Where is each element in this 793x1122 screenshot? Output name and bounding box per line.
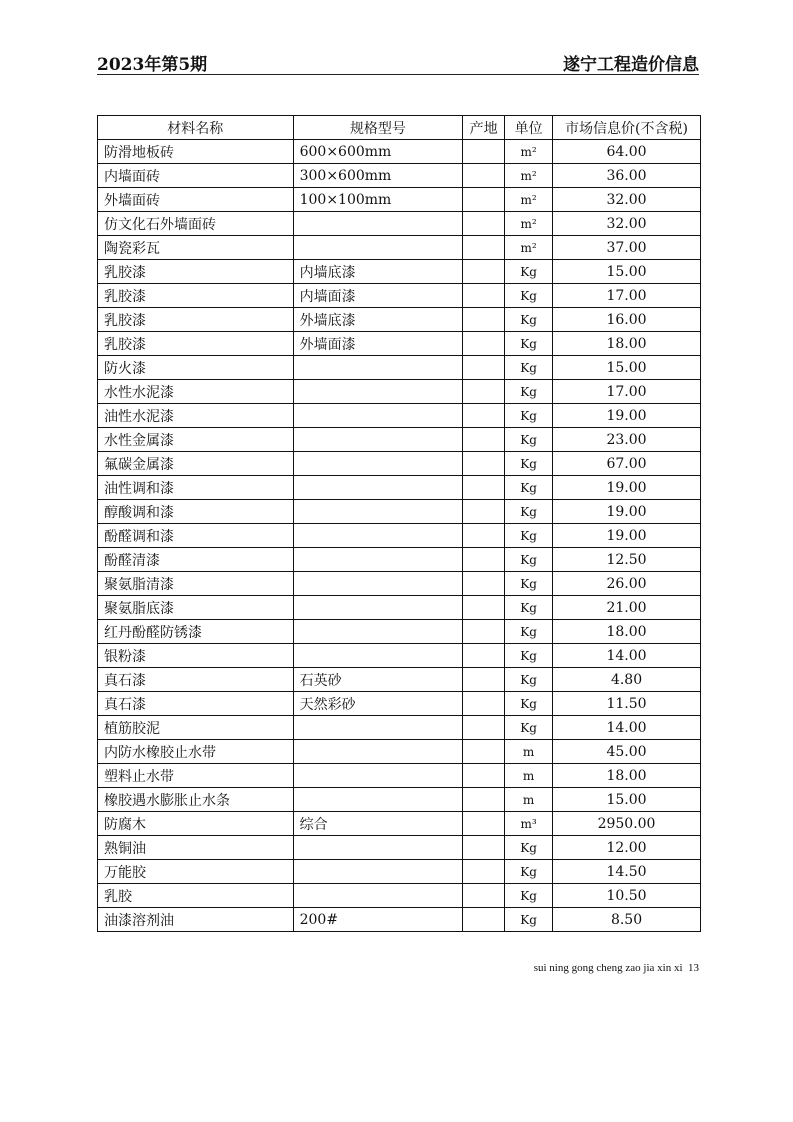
price-cell: 36.00 [553, 164, 701, 188]
material-name-cell: 油漆溶剂油 [98, 908, 294, 932]
unit-cell: Kg [505, 692, 553, 716]
unit-cell: Kg [505, 428, 553, 452]
material-name-cell: 陶瓷彩瓦 [98, 236, 294, 260]
material-price-table [97, 115, 701, 932]
column-header-name: 材料名称 [98, 116, 294, 140]
unit-cell: m [505, 740, 553, 764]
price-cell: 12.50 [553, 548, 701, 572]
material-name-cell: 乳胶漆 [98, 260, 294, 284]
spec-cell [293, 404, 463, 428]
unit-cell: Kg [505, 260, 553, 284]
price-cell: 19.00 [553, 404, 701, 428]
spec-cell [293, 524, 463, 548]
column-header-unit: 单位 [505, 116, 553, 140]
price-cell: 23.00 [553, 428, 701, 452]
table-row [98, 884, 701, 908]
material-name-cell: 水性水泥漆 [98, 380, 294, 404]
unit-cell: Kg [505, 620, 553, 644]
spec-cell: 石英砂 [293, 668, 463, 692]
origin-cell [463, 404, 505, 428]
unit-cell: Kg [505, 596, 553, 620]
spec-cell [293, 212, 463, 236]
spec-cell [293, 236, 463, 260]
table-row [98, 764, 701, 788]
table-row [98, 860, 701, 884]
table-row [98, 908, 701, 932]
unit-cell: m³ [505, 812, 553, 836]
unit-cell: m² [505, 188, 553, 212]
material-name-cell: 仿文化石外墙面砖 [98, 212, 294, 236]
table-row [98, 236, 701, 260]
origin-cell [463, 860, 505, 884]
spec-cell [293, 476, 463, 500]
price-cell: 15.00 [553, 788, 701, 812]
spec-cell: 600×600mm [293, 140, 463, 164]
table-row [98, 812, 701, 836]
material-name-cell: 植筋胶泥 [98, 716, 294, 740]
unit-cell: m [505, 788, 553, 812]
unit-cell: Kg [505, 836, 553, 860]
column-header-price: 市场信息价(不含税) [553, 116, 701, 140]
origin-cell [463, 764, 505, 788]
spec-cell [293, 572, 463, 596]
table-row [98, 284, 701, 308]
origin-cell [463, 692, 505, 716]
unit-cell: m² [505, 212, 553, 236]
table-row [98, 716, 701, 740]
table-row [98, 740, 701, 764]
price-cell: 18.00 [553, 764, 701, 788]
origin-cell [463, 356, 505, 380]
unit-cell: Kg [505, 284, 553, 308]
price-cell: 19.00 [553, 524, 701, 548]
origin-cell [463, 884, 505, 908]
table-row [98, 548, 701, 572]
origin-cell [463, 236, 505, 260]
footer-pinyin: sui ning gong cheng zao jia xin xi [533, 962, 683, 974]
origin-cell [463, 812, 505, 836]
price-cell: 45.00 [553, 740, 701, 764]
price-cell: 19.00 [553, 476, 701, 500]
table-row [98, 164, 701, 188]
material-name-cell: 外墙面砖 [98, 188, 294, 212]
page-footer [534, 962, 699, 974]
unit-cell: Kg [505, 644, 553, 668]
column-header-origin: 产地 [463, 116, 505, 140]
material-name-cell: 酚醛调和漆 [98, 524, 294, 548]
material-name-cell: 油性调和漆 [98, 476, 294, 500]
spec-cell [293, 356, 463, 380]
unit-cell: Kg [505, 380, 553, 404]
spec-cell [293, 620, 463, 644]
spec-cell [293, 596, 463, 620]
origin-cell [463, 308, 505, 332]
origin-cell [463, 740, 505, 764]
unit-cell: Kg [505, 716, 553, 740]
unit-cell: Kg [505, 404, 553, 428]
table-row [98, 500, 701, 524]
origin-cell [463, 596, 505, 620]
unit-cell: Kg [505, 668, 553, 692]
table-row [98, 524, 701, 548]
table-row [98, 644, 701, 668]
origin-cell [463, 284, 505, 308]
unit-cell: m [505, 764, 553, 788]
material-name-cell: 真石漆 [98, 692, 294, 716]
origin-cell [463, 668, 505, 692]
table-row [98, 188, 701, 212]
table-row [98, 788, 701, 812]
origin-cell [463, 548, 505, 572]
unit-cell: m² [505, 236, 553, 260]
origin-cell [463, 476, 505, 500]
origin-cell [463, 332, 505, 356]
spec-cell [293, 884, 463, 908]
spec-cell [293, 716, 463, 740]
spec-cell [293, 860, 463, 884]
spec-cell [293, 836, 463, 860]
unit-cell: Kg [505, 860, 553, 884]
table-row [98, 140, 701, 164]
table-row [98, 572, 701, 596]
price-cell: 64.00 [553, 140, 701, 164]
spec-cell: 200# [293, 908, 463, 932]
unit-cell: Kg [505, 908, 553, 932]
table-row [98, 452, 701, 476]
material-name-cell: 乳胶 [98, 884, 294, 908]
material-name-cell: 酚醛清漆 [98, 548, 294, 572]
price-cell: 4.80 [553, 668, 701, 692]
price-cell: 14.50 [553, 860, 701, 884]
spec-cell [293, 548, 463, 572]
price-cell: 32.00 [553, 212, 701, 236]
table-header-row [98, 116, 701, 140]
price-cell: 8.50 [553, 908, 701, 932]
spec-cell: 天然彩砂 [293, 692, 463, 716]
price-cell: 67.00 [553, 452, 701, 476]
spec-cell: 综合 [293, 812, 463, 836]
price-cell: 15.00 [553, 260, 701, 284]
price-cell: 21.00 [553, 596, 701, 620]
price-cell: 17.00 [553, 284, 701, 308]
spec-cell: 100×100mm [293, 188, 463, 212]
origin-cell [463, 212, 505, 236]
material-name-cell: 内防水橡胶止水带 [98, 740, 294, 764]
price-cell: 16.00 [553, 308, 701, 332]
origin-cell [463, 644, 505, 668]
table-row [98, 212, 701, 236]
origin-cell [463, 164, 505, 188]
price-cell: 14.00 [553, 716, 701, 740]
spec-cell: 内墙底漆 [293, 260, 463, 284]
price-cell: 11.50 [553, 692, 701, 716]
material-name-cell: 醇酸调和漆 [98, 500, 294, 524]
origin-cell [463, 260, 505, 284]
spec-cell: 300×600mm [293, 164, 463, 188]
spec-cell [293, 740, 463, 764]
origin-cell [463, 452, 505, 476]
price-cell: 26.00 [553, 572, 701, 596]
material-name-cell: 防腐木 [98, 812, 294, 836]
page-header [97, 48, 699, 75]
table-row [98, 260, 701, 284]
material-name-cell: 乳胶漆 [98, 332, 294, 356]
table-row [98, 404, 701, 428]
material-name-cell: 防滑地板砖 [98, 140, 294, 164]
spec-cell [293, 428, 463, 452]
unit-cell: Kg [505, 308, 553, 332]
unit-cell: Kg [505, 572, 553, 596]
table-row [98, 308, 701, 332]
unit-cell: Kg [505, 332, 553, 356]
unit-cell: Kg [505, 884, 553, 908]
price-cell: 32.00 [553, 188, 701, 212]
material-name-cell: 乳胶漆 [98, 308, 294, 332]
material-name-cell: 橡胶遇水膨胀止水条 [98, 788, 294, 812]
origin-cell [463, 788, 505, 812]
price-cell: 12.00 [553, 836, 701, 860]
origin-cell [463, 380, 505, 404]
origin-cell [463, 140, 505, 164]
origin-cell [463, 524, 505, 548]
origin-cell [463, 620, 505, 644]
spec-cell: 外墙面漆 [293, 332, 463, 356]
origin-cell [463, 500, 505, 524]
spec-cell [293, 500, 463, 524]
origin-cell [463, 188, 505, 212]
issue-label: 2023年第5期 [97, 55, 208, 75]
price-cell: 19.00 [553, 500, 701, 524]
table-row [98, 620, 701, 644]
unit-cell: Kg [505, 476, 553, 500]
material-name-cell: 万能胶 [98, 860, 294, 884]
table-row [98, 596, 701, 620]
spec-cell: 内墙面漆 [293, 284, 463, 308]
spec-cell: 外墙底漆 [293, 308, 463, 332]
material-name-cell: 聚氨脂清漆 [98, 572, 294, 596]
origin-cell [463, 428, 505, 452]
spec-cell [293, 788, 463, 812]
price-cell: 15.00 [553, 356, 701, 380]
material-name-cell: 银粉漆 [98, 644, 294, 668]
unit-cell: Kg [505, 548, 553, 572]
material-name-cell: 乳胶漆 [98, 284, 294, 308]
price-cell: 18.00 [553, 332, 701, 356]
page-number: 13 [688, 962, 699, 974]
price-cell: 18.00 [553, 620, 701, 644]
material-name-cell: 红丹酚醛防锈漆 [98, 620, 294, 644]
table-row [98, 356, 701, 380]
origin-cell [463, 908, 505, 932]
column-header-spec: 规格型号 [293, 116, 463, 140]
publication-title: 遂宁工程造价信息 [563, 55, 699, 75]
table-row [98, 332, 701, 356]
unit-cell: Kg [505, 356, 553, 380]
unit-cell: m² [505, 140, 553, 164]
table-row [98, 668, 701, 692]
spec-cell [293, 452, 463, 476]
material-name-cell: 熟铜油 [98, 836, 294, 860]
table-row [98, 428, 701, 452]
spec-cell [293, 380, 463, 404]
spec-cell [293, 644, 463, 668]
origin-cell [463, 836, 505, 860]
table-row [98, 476, 701, 500]
price-cell: 10.50 [553, 884, 701, 908]
table-row [98, 692, 701, 716]
spec-cell [293, 764, 463, 788]
material-name-cell: 水性金属漆 [98, 428, 294, 452]
material-name-cell: 内墙面砖 [98, 164, 294, 188]
price-cell: 37.00 [553, 236, 701, 260]
unit-cell: m² [505, 164, 553, 188]
table-body [98, 140, 701, 932]
unit-cell: Kg [505, 500, 553, 524]
price-cell: 17.00 [553, 380, 701, 404]
material-name-cell: 氟碳金属漆 [98, 452, 294, 476]
unit-cell: Kg [505, 524, 553, 548]
unit-cell: Kg [505, 452, 553, 476]
material-name-cell: 真石漆 [98, 668, 294, 692]
price-cell: 14.00 [553, 644, 701, 668]
table-row [98, 836, 701, 860]
origin-cell [463, 716, 505, 740]
table-row [98, 380, 701, 404]
material-name-cell: 塑料止水带 [98, 764, 294, 788]
material-name-cell: 油性水泥漆 [98, 404, 294, 428]
material-name-cell: 聚氨脂底漆 [98, 596, 294, 620]
material-name-cell: 防火漆 [98, 356, 294, 380]
origin-cell [463, 572, 505, 596]
price-cell: 2950.00 [553, 812, 701, 836]
